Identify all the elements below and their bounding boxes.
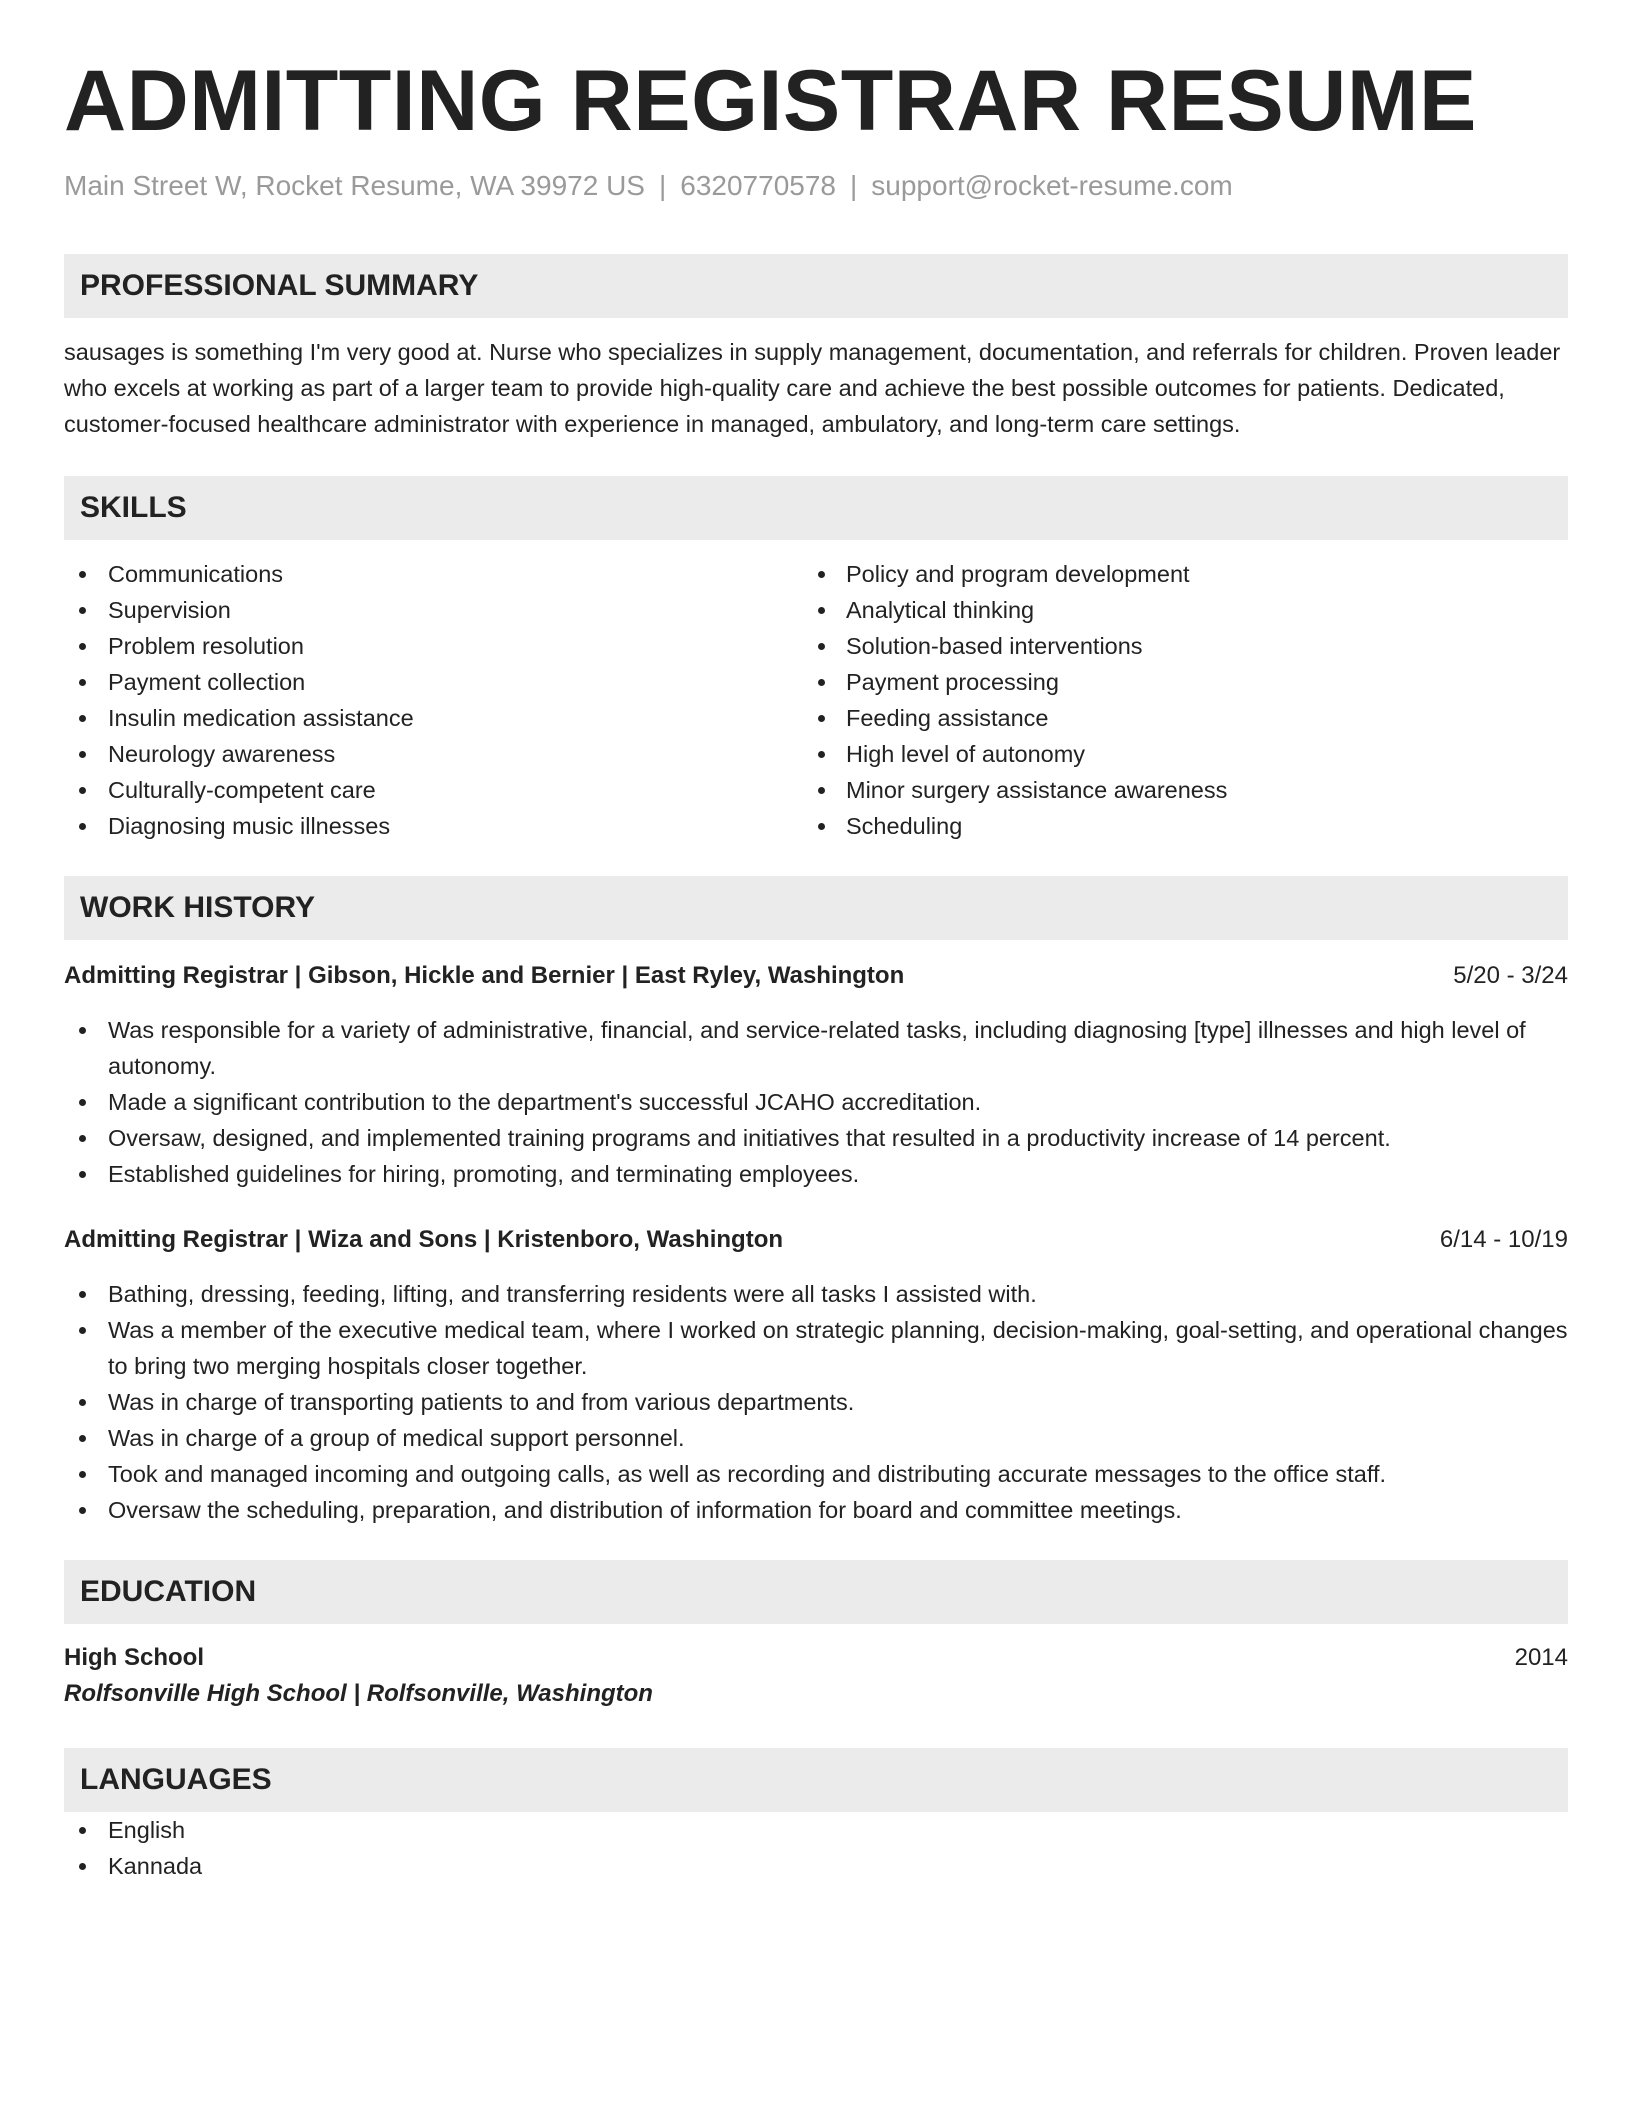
skills-column-right [816, 556, 1568, 844]
job-dates: 5/20 - 3/24 [1453, 962, 1568, 989]
job-duty: Was in charge of transporting patients to and from various departments. [64, 1384, 1568, 1420]
job-duty: Established guidelines for hiring, promoting, and terminating employees. [64, 1156, 1568, 1192]
skill-item: Analytical thinking [816, 592, 1568, 628]
job-header [64, 1222, 1568, 1258]
job-duties-list [64, 1276, 1568, 1528]
contact-address: Main Street W, Rocket Resume, WA 39972 US [64, 170, 645, 201]
section-heading-education: EDUCATION [64, 1560, 1568, 1624]
job-title: Admitting Registrar | Wiza and Sons | Kristenboro, Washington [64, 1226, 784, 1253]
section-heading-skills: SKILLS [64, 476, 1568, 540]
skill-item: Feeding assistance [816, 700, 1568, 736]
education-year: 2014 [1514, 1644, 1568, 1671]
job-dates: 6/14 - 10/19 [1439, 1226, 1568, 1253]
summary-text: sausages is something I'm very good at. Nurse who specializes in supply management, documentation, and referrals for children. Proven leader who excels at working as part of a larger team to provide high-quality care and achieve the best possible outcomes for patients. Dedicated, customer-focused healthcare administrator with experience in managed, ambulatory, and long-term care settings. [64, 339, 1561, 437]
job-entry [64, 958, 1568, 1192]
resume-title: ADMITTING REGISTRAR RESUME [64, 53, 1477, 149]
skill-item: Minor surgery assistance awareness [816, 772, 1568, 808]
education-school: Rolfsonville High School | Rolfsonville, Washington [64, 1680, 653, 1707]
skill-item: Scheduling [816, 808, 1568, 844]
skill-item: Payment processing [816, 664, 1568, 700]
skill-item: Payment collection [64, 664, 816, 700]
skills-grid [64, 556, 1568, 844]
job-duty: Oversaw the scheduling, preparation, and distribution of information for board and committee meetings. [64, 1492, 1568, 1528]
contact-email: support@rocket-resume.com [871, 170, 1233, 201]
skill-item: High level of autonomy [816, 736, 1568, 772]
skill-item: Supervision [64, 592, 816, 628]
job-entry [64, 1222, 1568, 1528]
job-duty: Took and managed incoming and outgoing calls, as well as recording and distributing accurate messages to the office staff. [64, 1456, 1568, 1492]
skill-item: Solution-based interventions [816, 628, 1568, 664]
skill-item: Communications [64, 556, 816, 592]
job-duty: Bathing, dressing, feeding, lifting, and transferring residents were all tasks I assisted with. [64, 1276, 1568, 1312]
contact-separator: | [658, 170, 667, 201]
job-duty: Was in charge of a group of medical support personnel. [64, 1420, 1568, 1456]
contact-separator: | [850, 170, 858, 201]
education-entry [64, 1640, 1568, 1712]
language-item: Kannada [64, 1848, 1568, 1884]
section-heading-work-history: WORK HISTORY [64, 876, 1568, 940]
job-duty: Made a significant contribution to the department's successful JCAHO accreditation. [64, 1084, 1568, 1120]
job-duties-list [64, 1012, 1568, 1192]
contact-line [64, 170, 1568, 202]
skill-item: Neurology awareness [64, 736, 816, 772]
skill-item: Culturally-competent care [64, 772, 816, 808]
skill-item: Insulin medication assistance [64, 700, 816, 736]
section-heading-languages: LANGUAGES [64, 1748, 1568, 1812]
education-header [64, 1640, 1568, 1676]
skills-list-right [816, 556, 1568, 844]
skills-list-left [64, 556, 816, 844]
language-item: English [64, 1812, 1568, 1848]
job-title: Admitting Registrar | Gibson, Hickle and Bernier | East Ryley, Washington [64, 962, 905, 989]
section-heading-summary: PROFESSIONAL SUMMARY [64, 254, 1568, 318]
skill-item: Problem resolution [64, 628, 816, 664]
education-degree: High School [64, 1644, 204, 1671]
job-duty: Was responsible for a variety of administrative, financial, and service-related tasks, including diagnosing [type] illnesses and high level of autonomy. [64, 1012, 1568, 1084]
skill-item: Diagnosing music illnesses [64, 808, 816, 844]
contact-phone: 6320770578 [680, 170, 836, 201]
job-duty: Oversaw, designed, and implemented training programs and initiatives that resulted in a productivity increase of 14 percent. [64, 1120, 1568, 1156]
languages-list [64, 1812, 1568, 1884]
skill-item: Policy and program development [816, 556, 1568, 592]
job-duty: Was a member of the executive medical team, where I worked on strategic planning, decision-making, goal-setting, and operational changes to bring two merging hospitals closer together. [64, 1312, 1568, 1384]
job-header [64, 958, 1568, 994]
skills-column-left [64, 556, 816, 844]
